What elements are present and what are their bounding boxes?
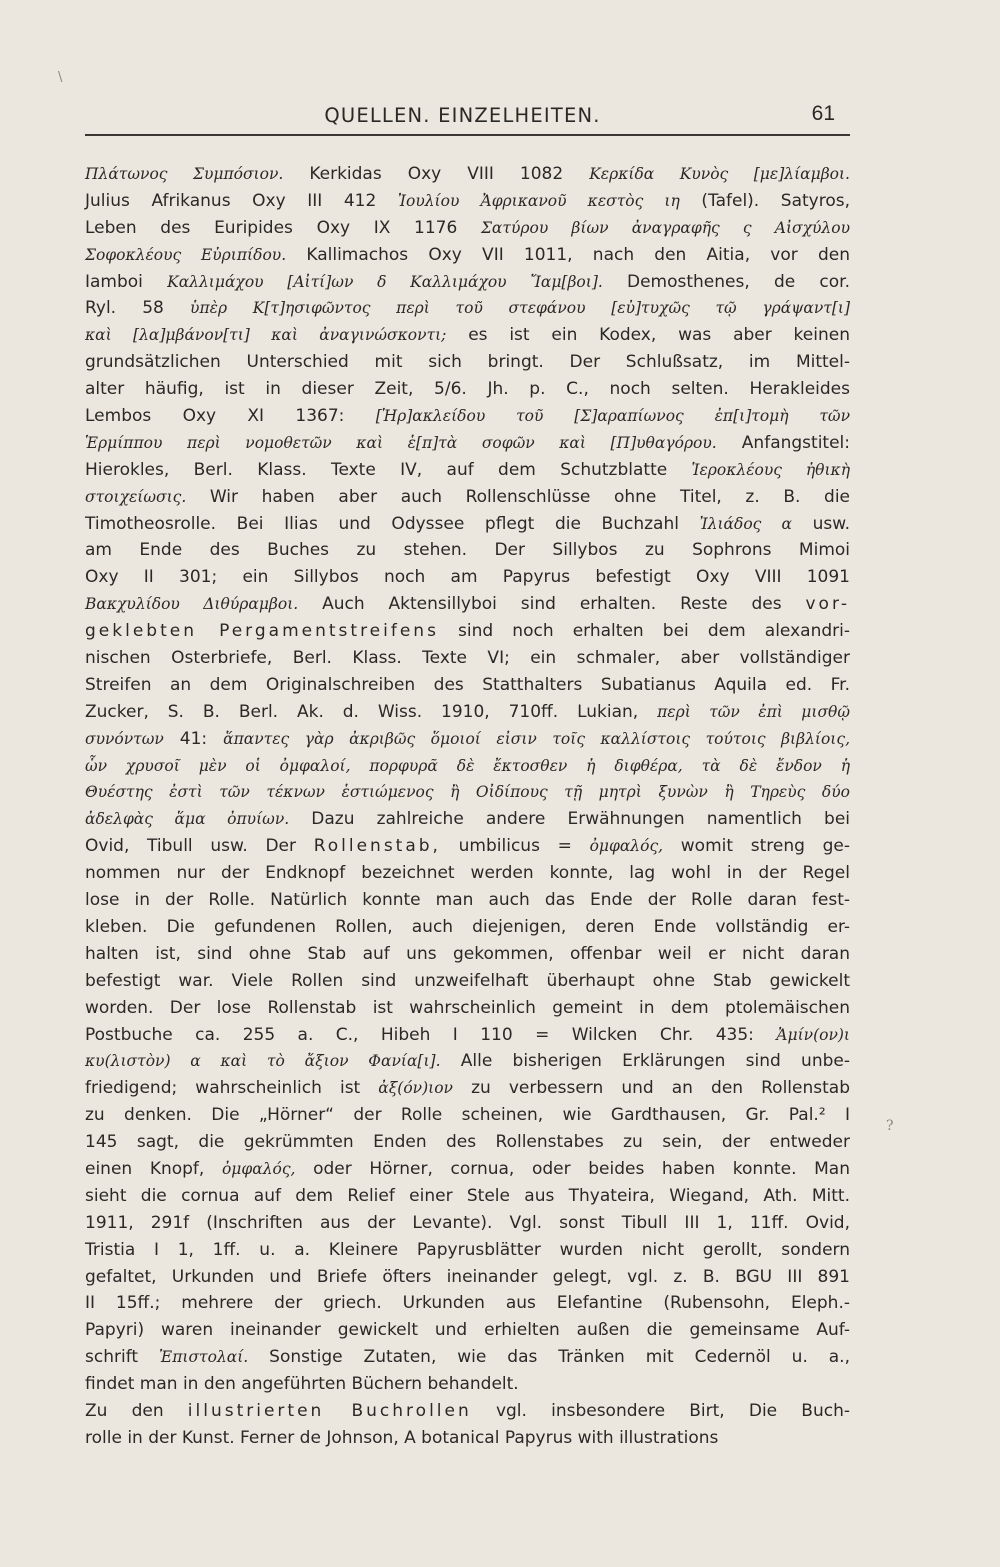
text-segment: usw. <box>791 513 850 534</box>
text-line <box>85 699 850 726</box>
text-line <box>85 1129 850 1156</box>
text-segment: sind noch erhalten bei dem alexandri- <box>438 621 850 642</box>
spaced-text: Rollenstab, <box>313 836 441 857</box>
text-segment: sieht die cornua auf dem Relief einer Stele aus Thyateira, Wiegand, Ath. Mitt. <box>85 1185 850 1206</box>
text-segment: oder Hörner, cornua, oder beides haben konnte. Man <box>295 1158 850 1179</box>
text-line <box>85 1398 850 1425</box>
text-segment: Iamboi <box>85 271 168 292</box>
text-segment: rolle in der Kunst. Ferner de Johnson, A botanical Papyrus with illustrations <box>85 1427 719 1448</box>
text-segment: Papyri) waren ineinander gewickelt und erhielten außen die gemeinsame Auf- <box>85 1320 850 1341</box>
text-line <box>85 430 850 457</box>
text-line <box>85 1048 850 1075</box>
text-line <box>85 753 850 780</box>
greek-text: ὀμφαλός, <box>221 1159 296 1178</box>
text-segment: 41: <box>163 728 224 749</box>
text-segment: Hierokles, Berl. Klass. Texte IV, auf dem Schutzblatte <box>85 459 692 480</box>
greek-text: Ἱεροκλέους ἠθικὴ <box>691 460 851 479</box>
text-line <box>85 161 850 188</box>
text-line <box>85 1290 850 1317</box>
text-line <box>85 537 850 564</box>
text-line <box>85 1264 850 1291</box>
text-segment: gefaltet, Urkunden und Briefe öfters ineinander gelegt, vgl. z. B. BGU III 891 <box>85 1266 850 1287</box>
text-segment: Lembos Oxy XI 1367: <box>85 406 376 427</box>
text-segment: Zu den <box>85 1400 188 1421</box>
text-line <box>85 968 850 995</box>
greek-text: καὶ [λα]μβάνον[τι] καὶ ἀναγινώσκοντι; <box>85 326 447 345</box>
text-line <box>85 645 850 672</box>
text-segment: 145 sagt, die gekrümmten Enden des Rollenstabes zu sein, der entweder <box>85 1132 850 1153</box>
text-line <box>85 1371 850 1398</box>
greek-text: Ἐπιστολαί. <box>158 1348 249 1367</box>
greek-text: ὧν χρυσοῖ μὲν οἱ ὀμφαλοί, πορφυρᾶ δὲ ἔκτοσθεν ἡ διφθέρα, τὰ δὲ ἔνδον ἡ <box>85 756 850 775</box>
text-segment: Ryl. 58 <box>85 298 191 319</box>
text-segment: einen Knopf, <box>85 1158 222 1179</box>
text-line <box>85 1156 850 1183</box>
text-line <box>85 1237 850 1264</box>
greek-text: Σατύρου βίων ἀναγραφῆς ς Αἰσχύλου <box>480 218 850 237</box>
text-segment: friedigend; wahrscheinlich ist <box>85 1078 379 1099</box>
text-segment: zu verbessern und an den Rollenstab <box>452 1078 850 1099</box>
greek-text: ὑπὲρ Κ[τ]ησιφῶντος περὶ τοῦ στεφάνου [εὐ]τυχῶς τῷ γράψαντ[ι] <box>190 299 850 318</box>
text-segment: nommen nur der Endknopf bezeichnet werden konnte, lag wohl in der Regel <box>85 863 850 884</box>
text-line <box>85 484 850 511</box>
text-segment: Auch Aktensillyboi sind erhalten. Reste des <box>298 594 806 615</box>
text-segment: kleben. Die gefundenen Rollen, auch diejenigen, deren Ende vollständig er- <box>85 916 850 937</box>
text-segment: (Tafel). Satyros, <box>679 190 851 211</box>
text-segment: es ist ein Kodex, was aber keinen <box>446 325 850 346</box>
text-segment: Anfangstitel: <box>716 432 850 453</box>
text-line <box>85 806 850 833</box>
text-line <box>85 887 850 914</box>
greek-text: Σοφοκλέους Εὐριπίδου. <box>85 245 287 264</box>
text-segment: zu denken. Die „Hörner“ der Rolle scheinen, wie Gardthausen, Gr. Pal.² I <box>85 1105 850 1126</box>
text-line <box>85 941 850 968</box>
text-line <box>85 188 850 215</box>
spaced-text: vor- <box>805 594 850 615</box>
text-segment: Sonstige Zutaten, wie das Tränken mit Cedernöl u. a., <box>248 1347 850 1368</box>
text-segment: umbilicus = <box>440 836 590 857</box>
text-line <box>85 779 850 806</box>
text-line <box>85 215 850 242</box>
text-line <box>85 457 850 484</box>
greek-text: συνόντων <box>85 729 164 748</box>
text-line <box>85 376 850 403</box>
text-segment: Streifen an dem Originalschreiben des Statthalters Subatianus Aquila ed. Fr. <box>85 674 850 695</box>
greek-text: Θυέστης ἐστὶ τῶν τέκνων ἑστιώμενος ἢ Οἰδίπους τῇ μητρὶ ξυνὼν ἢ Τηρεὺς δύο <box>85 783 850 802</box>
text-line <box>85 726 850 753</box>
text-segment: halten ist, sind ohne Stab auf uns gekommen, offenbar weil er nicht daran <box>85 943 850 964</box>
greek-text: ἀξ(όν)ιον <box>378 1079 453 1098</box>
greek-text: ἀδελφὰς ἅμα ὀπυίων. <box>85 810 290 829</box>
text-line <box>85 995 850 1022</box>
text-line <box>85 295 850 322</box>
greek-text: Πλάτωνος Συμπόσιον. <box>85 165 284 183</box>
text-segment: Wir haben aber auch Rollenschlüsse ohne Titel, z. B. die <box>186 486 850 507</box>
greek-text: στοιχείωσις. <box>85 487 187 506</box>
text-segment: II 15ff.; mehrere der griech. Urkunden aus Elefantine (Rubensohn, Eleph.- <box>85 1293 850 1314</box>
text-segment: Oxy II 301; ein Sillybos noch am Papyrus befestigt Oxy VIII 1091 <box>85 567 850 588</box>
greek-text: Ἰουλίου Ἀφρικανοῦ κεστὸς ιη <box>397 191 680 210</box>
header-rule <box>85 134 850 136</box>
text-line <box>85 269 850 296</box>
text-line <box>85 1102 850 1129</box>
text-line <box>85 242 850 269</box>
greek-text: Ἀμίν(ον)ι <box>776 1025 850 1044</box>
text-line <box>85 322 850 349</box>
greek-text: Ἰλιάδος α <box>699 514 792 533</box>
text-line <box>85 1210 850 1237</box>
text-line <box>85 914 850 941</box>
greek-text: Βακχυλίδου Διθύραμβοι. <box>85 595 299 614</box>
text-segment: Dazu zahlreiche andere Erwähnungen namentlich bei <box>289 809 851 830</box>
text-line <box>85 833 850 860</box>
text-line <box>85 349 850 376</box>
page-header <box>85 100 840 136</box>
text-segment: am Ende des Buches zu stehen. Der Sillybos zu Sophrons Mimoi <box>85 540 850 561</box>
text-line <box>85 860 850 887</box>
text-line <box>85 1425 850 1452</box>
text-segment: vgl. insbesondere Birt, Die Buch- <box>471 1400 850 1421</box>
text-segment: grundsätzlichen Unterschied mit sich bringt. Der Schlußsatz, im Mittel- <box>85 352 850 373</box>
text-segment: Tristia I 1, 1ff. u. a. Kleinere Papyrusblätter wurden nicht gerollt, sondern <box>85 1239 850 1260</box>
greek-text: Κερκίδα Κυνὸς [με]λίαμβοι. <box>589 165 850 183</box>
text-segment: Timotheosrolle. Bei Ilias und Odyssee pflegt die Buchzahl <box>85 513 700 534</box>
text-segment: womit streng ge- <box>663 836 850 857</box>
text-line <box>85 591 850 618</box>
page-number: 61 <box>811 102 835 125</box>
text-segment: worden. Der lose Rollenstab ist wahrscheinlich gemeint in dem ptolemäischen <box>85 997 850 1018</box>
greek-text: Ἑρμίππου περὶ νομοθετῶν καὶ ἑ[π]τὰ σοφῶν καὶ [Π]υθαγόρου. <box>85 433 717 452</box>
greek-text: κυ(λιστὸν) α καὶ τὸ ἄξιον Φανία[ι]. <box>85 1052 441 1071</box>
text-segment: Kerkidas Oxy VIII 1082 <box>283 164 590 184</box>
text-segment: Ovid, Tibull usw. Der <box>85 836 314 857</box>
text-segment: Alle bisherigen Erklärungen sind unbe- <box>440 1051 850 1072</box>
text-segment: Postbuche ca. 255 a. C., Hibeh I 110 = Wilcken Chr. 435: <box>85 1024 777 1045</box>
text-segment: nischen Osterbriefe, Berl. Klass. Texte VI; ein schmaler, aber vollständiger <box>85 648 850 669</box>
text-line <box>85 403 850 430</box>
spaced-text: geklebten Pergamentstreifens <box>85 621 439 642</box>
text-segment: alter häufig, ist in dieser Zeit, 5/6. Jh. p. C., noch selten. Herakleides <box>85 379 850 400</box>
text-segment: findet man in den angeführten Büchern behandelt. <box>85 1374 519 1395</box>
text-line <box>85 1317 850 1344</box>
text-line <box>85 564 850 591</box>
text-line <box>85 1183 850 1210</box>
text-segment: Julius Afrikanus Oxy III 412 <box>85 190 398 211</box>
text-segment: lose in der Rolle. Natürlich konnte man auch das Ende der Rolle daran fest- <box>85 890 850 911</box>
text-segment: befestigt war. Viele Rollen sind unzweifelhaft überhaupt ohne Stab gewickelt <box>85 970 850 991</box>
text-line <box>85 1075 850 1102</box>
greek-text: ὀμφαλός, <box>589 837 664 856</box>
greek-text: ἅπαντες γὰρ ἀκριβῶς ὅμοιοί εἰσιν τοῖς καλλίστοις τούτοις βιβλίοις, <box>223 729 850 748</box>
corner-mark: \ <box>58 70 63 85</box>
text-segment: 1911, 291f (Inschriften aus der Levante). Vgl. sonst Tibull III 1, 11ff. Ovid, <box>85 1212 850 1233</box>
body-text <box>85 161 850 1452</box>
greek-text: [Ἡρ]ακλείδου τοῦ [Σ]αραπίωνος ἐπ[ι]τομὴ τῶν <box>375 407 850 426</box>
text-line <box>85 1022 850 1049</box>
text-line <box>85 618 850 645</box>
text-line <box>85 1344 850 1371</box>
text-line <box>85 511 850 538</box>
margin-mark: ? <box>886 1118 894 1134</box>
text-segment: Kallimachos Oxy VII 1011, nach den Aitia, vor den <box>286 244 850 265</box>
greek-text: περὶ τῶν ἐπὶ μισθῷ <box>657 702 850 721</box>
spaced-text: illustrierten Buchrollen <box>187 1400 472 1421</box>
text-line <box>85 672 850 699</box>
text-segment: schrift <box>85 1347 159 1368</box>
text-segment: Demosthenes, de cor. <box>602 271 850 292</box>
greek-text: Καλλιμάχου [Αἰτί]ων δ Καλλιμάχου Ἴαμ[βοι]. <box>167 272 603 291</box>
running-head: QUELLEN. EINZELHEITEN. <box>324 104 601 127</box>
text-segment: Leben des Euripides Oxy IX 1176 <box>85 217 481 238</box>
text-segment: Zucker, S. B. Berl. Ak. d. Wiss. 1910, 710ff. Lukian, <box>85 701 658 722</box>
